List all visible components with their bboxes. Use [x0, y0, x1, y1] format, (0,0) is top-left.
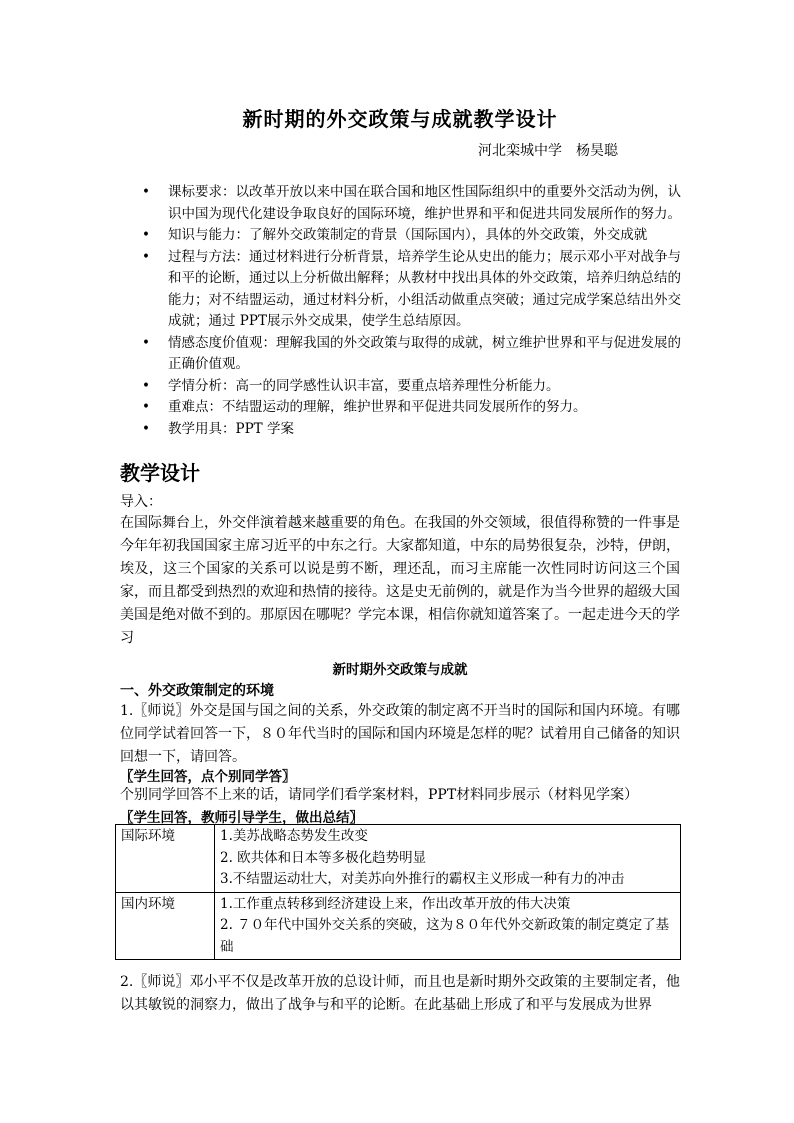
- list-item: [142, 333, 682, 376]
- row-label: 国内环境: [116, 892, 215, 960]
- row-content: [215, 892, 681, 960]
- bullet-text: 过程与方法：通过材料进行分析背景，培养学生论从史出的能力；展示邓小平对战争与和平的论断，通过以上分析做出解释；从教材中找出具体的外交政策，培养归纳总结的能力；对不结盟运动，通过材料分析，小组活动做重点突破；通过完成学案总结出外交成就；通过 PPT展示外交成果，使学生总结原因。: [168, 248, 681, 329]
- teacher-says-paragraph-2: 2.〖师说〗邓小平不仅是改革开放的总设计师，而且也是新时期外交政策的主要制定者，他以其敏锐的洞察力，做出了战争与和平的论断。在此基础上形成了和平与发展成为世界: [120, 974, 680, 1013]
- table-row: [116, 892, 681, 960]
- teacher-says-paragraph: 1.〖师说〗外交是国与国之间的关系，外交政策的制定离不开当时的国际和国内环境。有哪位同学试着回答一下，８０年代当时的国际和国内环境是怎样的呢？试着用自己储备的知识回想一下，请回答。: [120, 703, 680, 765]
- student-answer-note: 〖学生回答，点个别同学答〗: [120, 769, 296, 785]
- student-answer-summary-note: 〖学生回答，教师引导学生，做出总结〗: [120, 810, 363, 826]
- bullet-text: 重难点：不结盟运动的理解，维护世界和平促进共同发展所作的努力。: [168, 399, 587, 415]
- objectives-list: [142, 182, 682, 440]
- bullet-text: 课标要求：以改革开放以来中国在联合国和地区性国际组织中的重要外交活动为例，认识中国为现代化建设争取良好的国际环境，维护世界和平和促进共同发展所作的努力。: [168, 184, 681, 222]
- bullet-icon: •: [142, 334, 150, 351]
- table-item: 1.美苏战略态势发生改变: [220, 828, 368, 844]
- bullet-icon: •: [142, 377, 150, 394]
- material-note: 个别同学回答不上来的话，请同学们看学案材料，PPT材料同步展示（材料见学案）: [120, 787, 639, 803]
- bullet-icon: •: [142, 227, 150, 243]
- list-item: [142, 376, 682, 398]
- list-item: [142, 182, 682, 225]
- environment-table: [115, 824, 681, 960]
- bullet-text: 情感态度价值观：理解我国的外交政策与取得的成就，树立维护世界和平与促进发展的正确价值观。: [168, 334, 681, 372]
- section-title: 新时期外交政策与成就: [332, 662, 468, 678]
- bullet-icon: •: [142, 248, 150, 265]
- row-content: [215, 825, 681, 893]
- row-label: 国际环境: [116, 825, 215, 893]
- bullet-icon: •: [142, 420, 150, 437]
- author-line: 河北栾城中学 杨昊聪: [478, 143, 618, 159]
- list-item: [142, 397, 682, 419]
- table-row: [116, 825, 681, 893]
- bullet-icon: •: [142, 184, 150, 200]
- bullet-text: 知识与能力：了解外交政策制定的背景（国际国内），具体的外交政策，外交成就: [168, 227, 648, 243]
- bullet-text: 学情分析：高一的同学感性认识丰富，要重点培养理性分析能力。: [168, 377, 560, 394]
- bullet-text: 教学用具：PPT 学案: [168, 420, 294, 437]
- design-heading: 教学设计: [120, 461, 200, 485]
- list-item: [142, 419, 682, 441]
- table-item: 1.工作重点转移到经济建设上来，作出改革开放的伟大决策: [220, 895, 571, 912]
- document-title: 新时期的外交政策与成就教学设计: [242, 107, 558, 131]
- table-item: 2. ７０年代中国外交关系的突破，这为８０年代外交新政策的制定奠定了基础: [220, 917, 670, 955]
- section-heading: 一、外交政策制定的环境: [120, 683, 274, 699]
- intro-label: 导入：: [120, 494, 162, 510]
- table-item: 3.不结盟运动壮大，对美苏向外推行的霸权主义形成一种有力的冲击: [220, 871, 625, 887]
- table-item: 2. 欧共体和日本等多极化趋势明显: [220, 849, 427, 866]
- list-item: [142, 247, 682, 333]
- bullet-icon: •: [142, 399, 150, 415]
- intro-paragraph: 在国际舞台上，外交伴演着越来越重要的角色。在我国的外交领域，很值得称赞的一件事是今年年初我国国家主席习近平的中东之行。大家都知道，中东的局势很复杂，沙特，伊朗，埃及，这三个国家的关系可以说是剪不断，理还乱，而习主席能一次性同时访问这三个国家，而且都受到热烈的欢迎和热情的接待。这是史无前例的，就是作为当今世界的超级大国美国是绝对做不到的。那原因在哪呢？学完本课，相信你就知道答案了。一起走进今天的学习: [120, 515, 680, 646]
- list-item: [142, 225, 682, 247]
